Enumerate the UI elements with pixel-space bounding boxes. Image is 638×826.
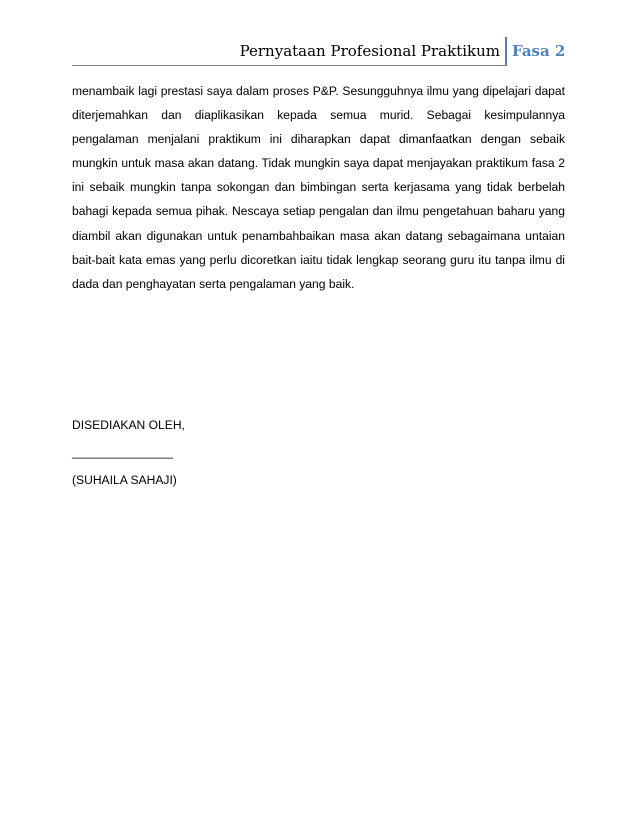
header-divider <box>505 37 507 66</box>
signature-line: _______________ <box>72 445 173 459</box>
page-header <box>0 36 638 66</box>
signatory-name: (SUHAILA SAHAJI) <box>72 473 177 487</box>
header-phase-label: Fasa 2 <box>512 42 566 60</box>
header-title: Pernyataan Profesional Praktikum <box>239 42 500 60</box>
body-paragraph: menambaik lagi prestasi saya dalam proses P&P. Sesungguhnya ilmu yang dipelajari dapat diterjemahkan dan diaplikasikan kepada semua murid. Sebagai kesimpulannya pengalaman menjalani praktikum ini diharapkan dapat dimanfaatkan dengan sebaik mungkin untuk masa akan datang. Tidak mungkin saya dapat menjayakan praktikum fasa 2 ini sebaik mungkin tanpa sokongan dan bimbingan serta kerjasama yang tidak berbelah bahagi kepada semua pihak. Nescaya setiap pengalan dan ilmu pengetahuan baharu yang diambil akan digunakan untuk penambahbaikan masa akan datang sebagaimana untaian bait-bait kata emas yang perlu dicoretkan iaitu tidak lengkap seorang guru itu tanpa ilmu di dada dan penghayatan serta pengalaman yang baik. <box>72 84 565 291</box>
header-underline <box>72 65 505 66</box>
prepared-by-label: DISEDIAKAN OLEH, <box>72 418 185 432</box>
